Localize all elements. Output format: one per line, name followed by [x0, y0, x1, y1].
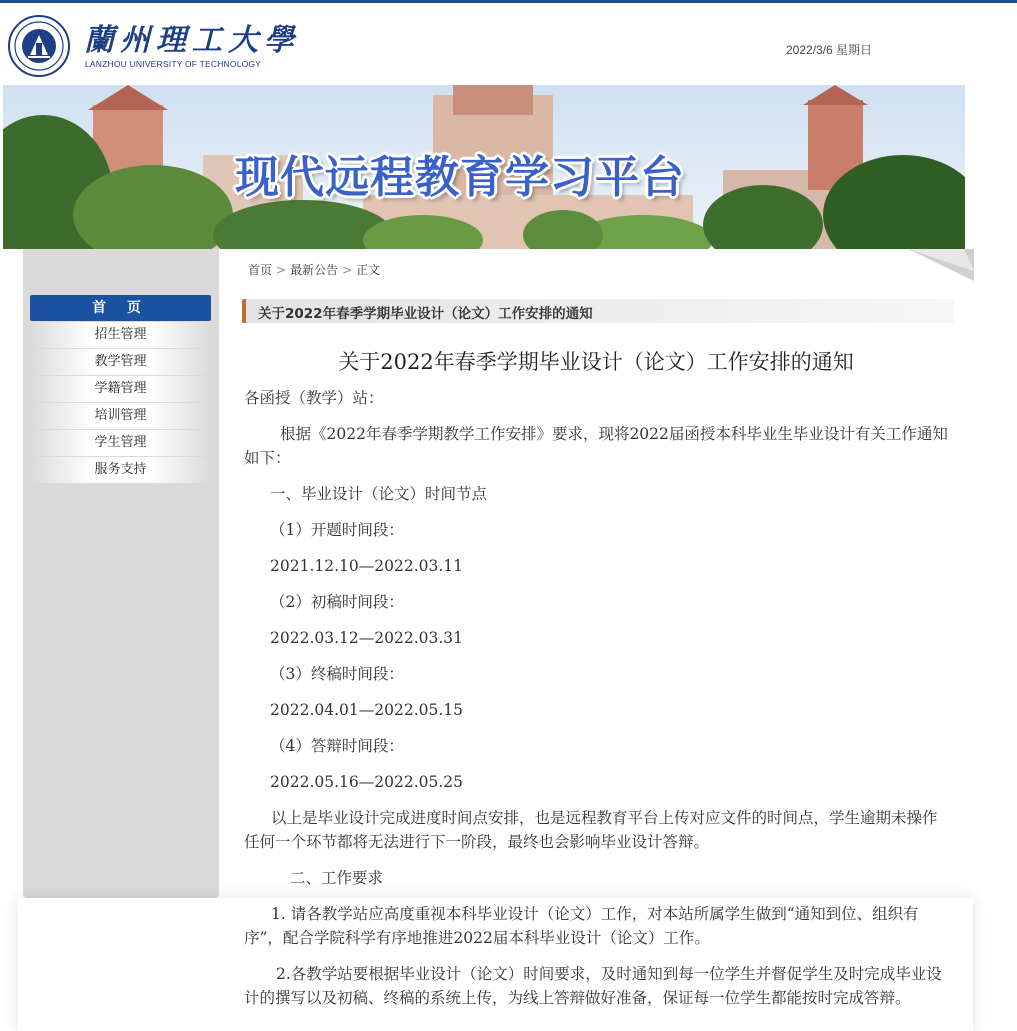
- page-curl-decoration: [908, 249, 974, 281]
- section-heading-requirements: 二、工作要求: [290, 869, 384, 887]
- university-name-en: LANZHOU UNIVERSITY OF TECHNOLOGY: [85, 59, 262, 69]
- milestone-proposal-range: 2021.12.10—2022.03.11: [270, 557, 463, 575]
- nav-item-service-support[interactable]: 服务支持: [30, 457, 211, 483]
- breadcrumb: [248, 261, 380, 278]
- milestone-defense-label: （4）答辩时间段：: [270, 737, 404, 755]
- requirement-2: 2.各教学站要根据毕业设计（论文）时间要求，及时通知到每一位学生并督促学生及时完成毕业设计的撰写以及初稿、终稿的系统上传，为线上答辩做好准备，保证每一位学生都能按时完成答辩。: [244, 965, 942, 1007]
- current-date: 2022/3/6 星期日: [786, 43, 873, 57]
- notice-title-bar: [242, 299, 954, 323]
- nav-item-teaching[interactable]: 教学管理: [30, 349, 211, 375]
- article-title: 关于2022年春季学期毕业设计（论文）工作安排的通知: [338, 350, 854, 374]
- article-intro: 根据《2022年春季学期教学工作安排》要求，现将2022届函授本科毕业生毕业设计有关工作通知如下：: [244, 425, 948, 467]
- milestone-final-range: 2022.04.01—2022.05.15: [270, 701, 463, 719]
- requirement-1: 1. 请各教学站应高度重视本科毕业设计（论文）工作，对本站所属学生做到“通知到位、组织有序”，配合学院科学有序地推进2022届本科毕业设计（论文）工作。: [244, 905, 919, 947]
- nav-item-training[interactable]: 培训管理: [30, 403, 211, 429]
- breadcrumb-section[interactable]: 最新公告: [290, 263, 339, 277]
- section-heading-timeline: 一、毕业设计（论文）时间节点: [270, 485, 488, 503]
- breadcrumb-separator: >: [276, 263, 287, 277]
- breadcrumb-current: 正文: [356, 263, 381, 277]
- milestone-proposal-label: （1）开题时间段：: [270, 521, 404, 539]
- platform-title: 现代远程教育学习平台: [235, 152, 685, 203]
- notice-bar-title: 关于2022年春季学期毕业设计（论文）工作安排的通知: [258, 306, 593, 322]
- campus-banner: [3, 85, 965, 249]
- breadcrumb-separator: >: [342, 263, 353, 277]
- milestone-defense-range: 2022.05.16—2022.05.25: [270, 773, 463, 791]
- site-header: [0, 3, 1017, 85]
- university-seal-logo[interactable]: [8, 15, 70, 77]
- breadcrumb-home[interactable]: 首页: [248, 263, 273, 277]
- university-name-cn: 蘭州理工大學: [84, 23, 300, 58]
- milestone-draft-range: 2022.03.12—2022.03.31: [270, 629, 463, 647]
- article-greeting: 各函授（教学）站：: [244, 389, 384, 407]
- nav-item-student-management[interactable]: 学生管理: [30, 430, 211, 456]
- nav-item-enrollment[interactable]: 招生管理: [30, 322, 211, 348]
- sidebar: [23, 249, 219, 898]
- nav-home[interactable]: 首 页: [30, 295, 211, 321]
- milestone-draft-label: （2）初稿时间段：: [270, 593, 404, 611]
- article-summary: 以上是毕业设计完成进度时间点安排，也是远程教育平台上传对应文件的时间点，学生逾期未操作任何一个环节都将无法进行下一阶段，最终也会影响毕业设计答辩。: [244, 809, 938, 851]
- sidebar-nav: [30, 295, 211, 483]
- nav-item-student-status[interactable]: 学籍管理: [30, 376, 211, 402]
- milestone-final-label: （3）终稿时间段：: [270, 665, 404, 683]
